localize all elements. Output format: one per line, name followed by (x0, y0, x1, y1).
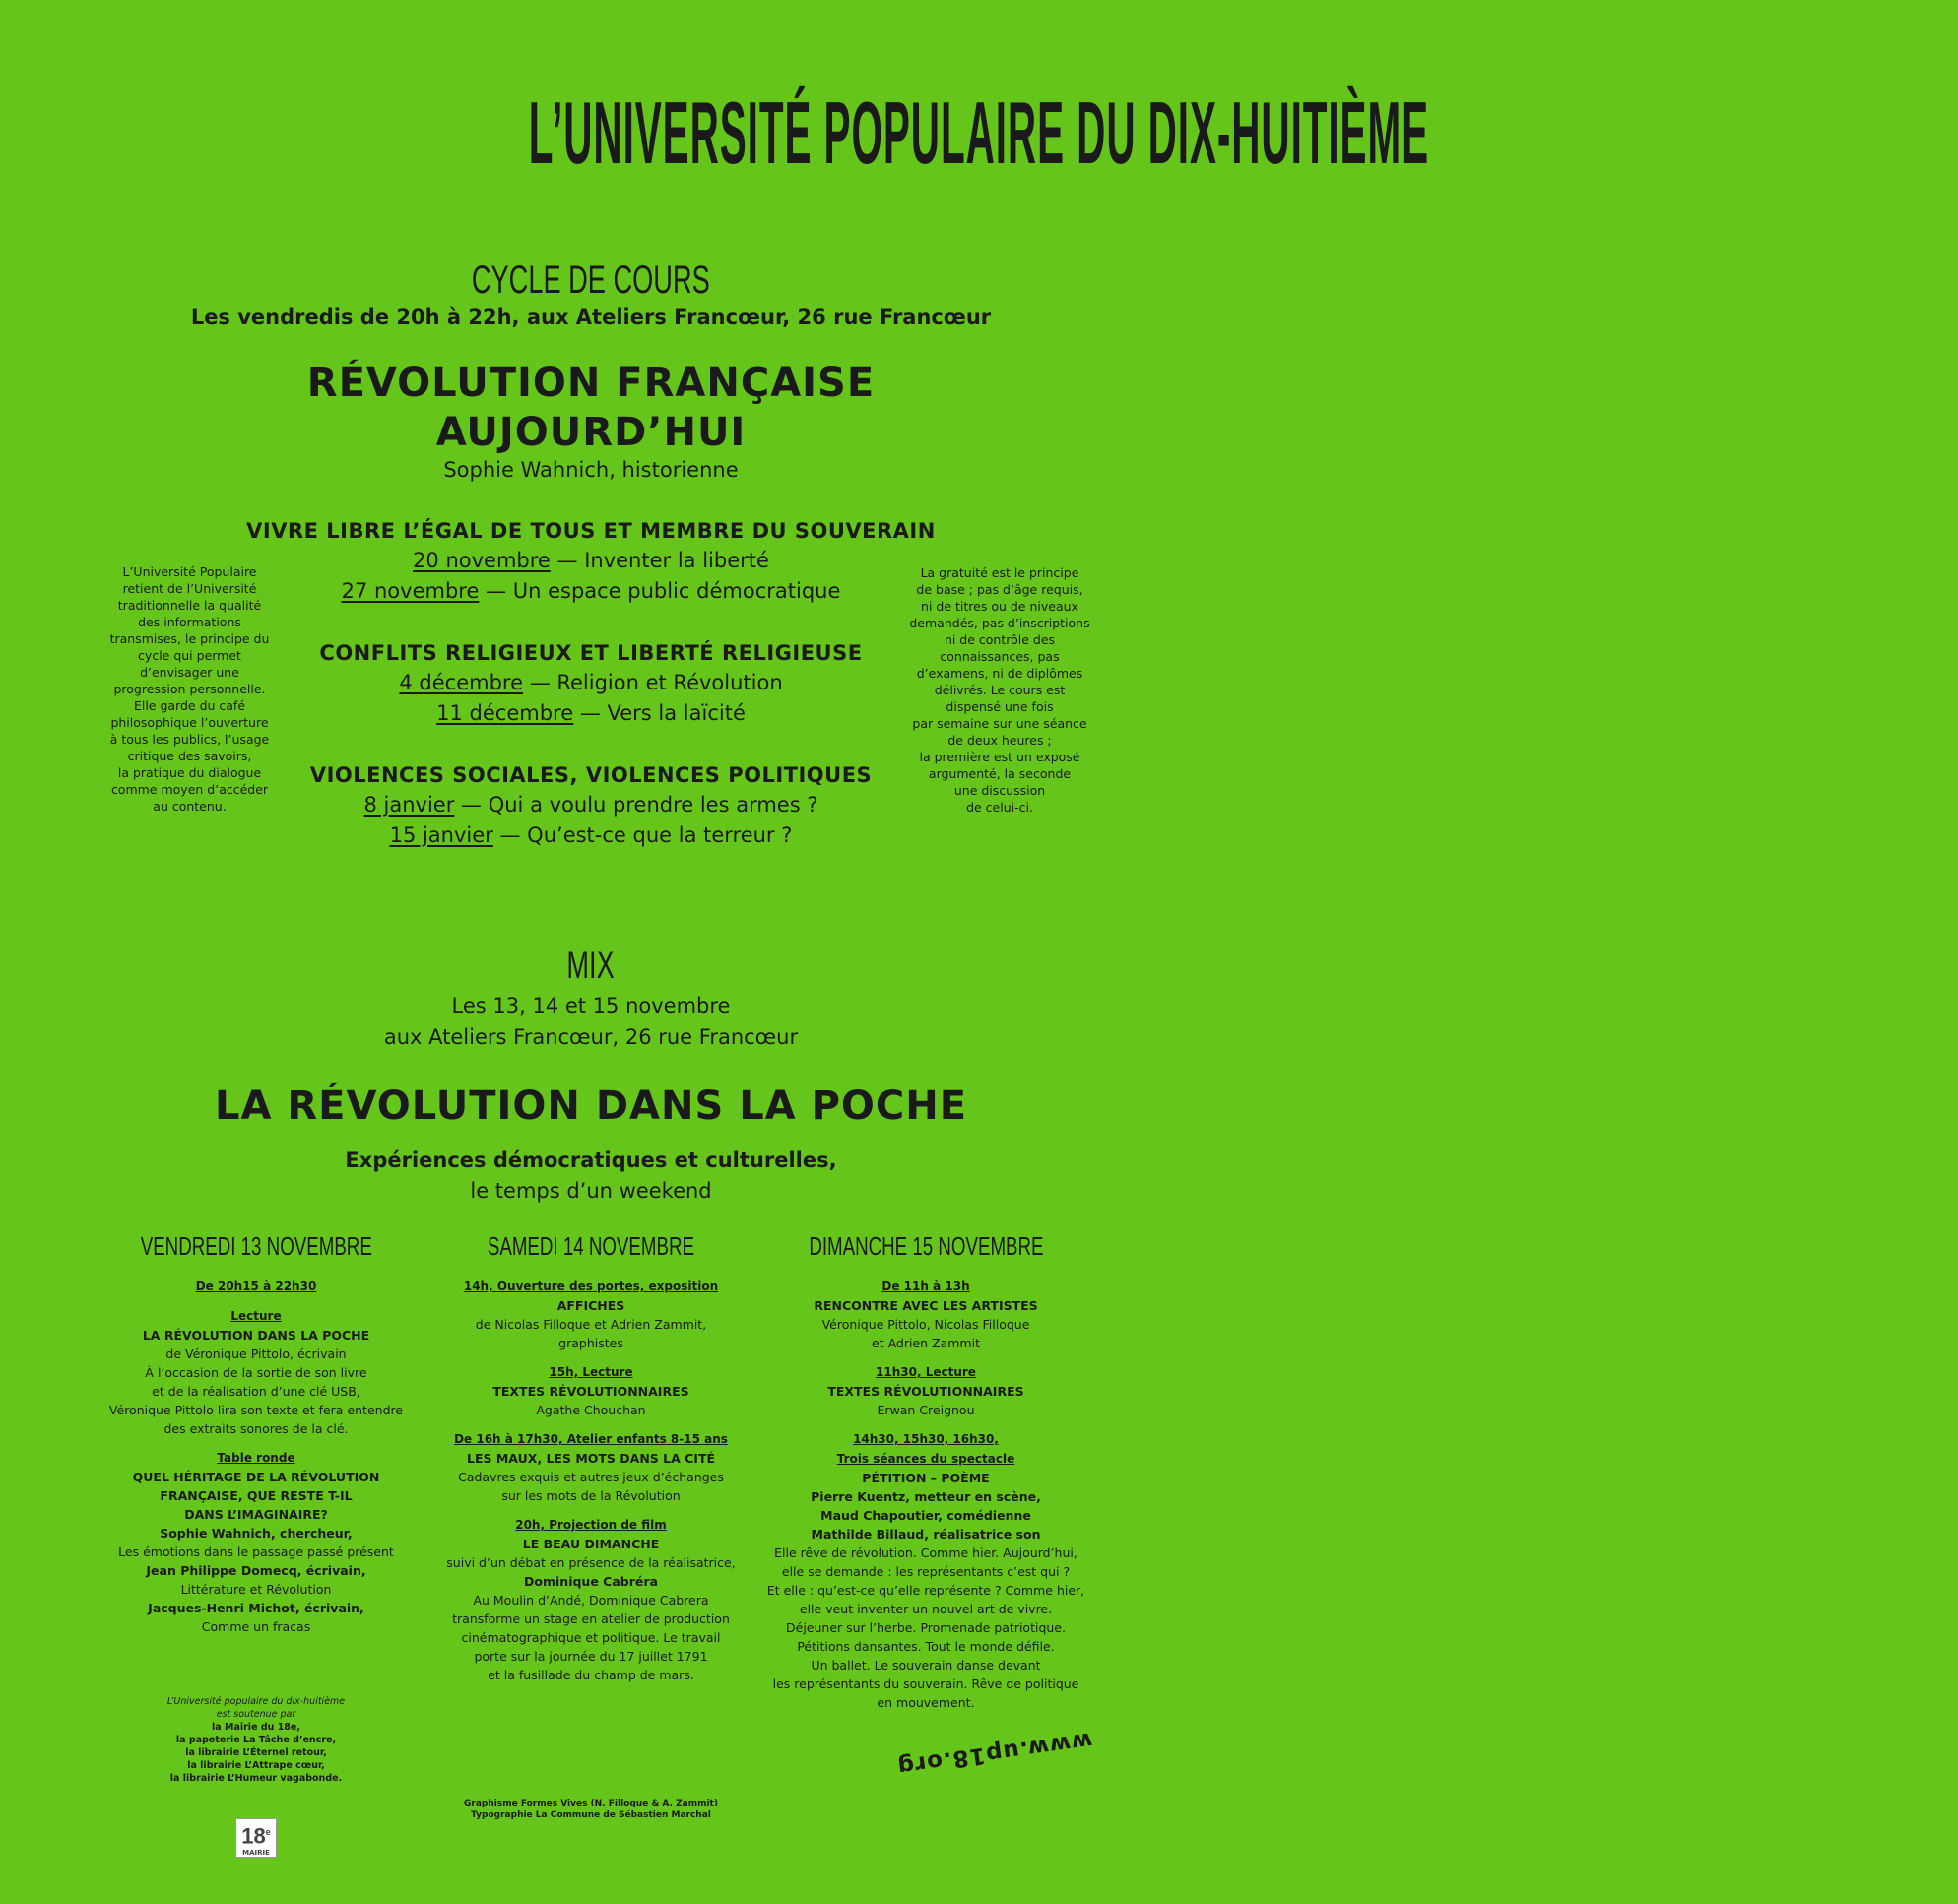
event-time-line (94, 1306, 419, 1326)
event-text: graphistes (558, 1336, 623, 1350)
day-heading: DIMANCHE 15 NOVEMBRE (809, 1231, 1044, 1261)
event-text: Elle rêve de révolution. Comme hier. Aujourd’hui, (774, 1545, 1077, 1560)
section-3 (227, 760, 955, 851)
mairie-logo: 18e MAIRIE (235, 1818, 277, 1858)
spacer (763, 1419, 1088, 1429)
event-text: porte sur la journée du 17 juillet 1791 (474, 1649, 708, 1664)
event-time-line (763, 1429, 1088, 1449)
event-time: Table ronde (217, 1451, 295, 1465)
mix-place: aux Ateliers Francœur, 26 rue Francœur (383, 1025, 799, 1049)
session-row (227, 821, 955, 851)
sponsor-item: la librairie L’Éternel retour, (185, 1747, 327, 1758)
spacer (763, 1352, 1088, 1362)
cycle-title-line1: RÉVOLUTION FRANÇAISE (306, 361, 876, 406)
event-title: FRANÇAISE, QUE RESTE T-IL (160, 1488, 353, 1503)
mix-dates: Les 13, 14 et 15 novembre (451, 994, 731, 1018)
cycle-sections (227, 516, 955, 851)
mix-subtitle-line1: Expériences démocratiques et culturelles, (345, 1149, 837, 1172)
section-2 (227, 638, 955, 729)
event-time: De 11h à 13h (881, 1280, 970, 1293)
event-text: Les émotions dans le passage passé présent (118, 1544, 394, 1559)
section-1 (227, 516, 955, 607)
session-topic: — Qui a voulu prendre les armes ? (461, 793, 818, 817)
session-date: 15 janvier (389, 823, 493, 847)
cycle-title-line2: AUJOURD’HUI (435, 410, 747, 455)
session-row (227, 698, 955, 729)
event-text: Cadavres exquis et autres jeux d’échanges (458, 1470, 724, 1484)
spacer (94, 1438, 419, 1448)
session-row (227, 668, 955, 698)
event-time-line (763, 1449, 1088, 1469)
day-column-saturday (424, 1231, 758, 1684)
event-text: Sophie Wahnich, chercheur, (160, 1526, 353, 1541)
event-text: À l’occasion de la sortie de son livre (145, 1365, 367, 1380)
event-text: en mouvement. (877, 1695, 975, 1710)
event-time: 14h30, 15h30, 16h30, (853, 1432, 999, 1446)
event-title: LES MAUX, LES MOTS DANS LA CITÉ (466, 1451, 716, 1466)
session-date: 4 décembre (399, 671, 523, 694)
session-topic: — Inventer la liberté (556, 549, 769, 572)
event-text: Au Moulin d’Andé, Dominique Cabrera (473, 1593, 709, 1608)
day-program (424, 1277, 758, 1684)
event-time: Trois séances du spectacle (836, 1452, 1015, 1466)
sponsors-block (128, 1695, 384, 1785)
session-date: 11 décembre (436, 701, 574, 725)
event-text: de Nicolas Filloque et Adrien Zammit, (475, 1317, 707, 1332)
event-text: Et elle : qu’est-ce qu’elle représente ? Comme hier, (766, 1583, 1085, 1598)
mix-title: LA RÉVOLUTION DANS LA POCHE (214, 1083, 968, 1129)
event-time: Lecture (230, 1309, 282, 1323)
sponsor-item: la librairie L’Humeur vagabonde. (169, 1773, 343, 1784)
section-heading: VIOLENCES SOCIALES, VIOLENCES POLITIQUES (309, 763, 873, 787)
event-time-line (424, 1429, 758, 1449)
event-text: cinématographique et politique. Le travail (461, 1630, 721, 1645)
event-time-line (424, 1277, 758, 1296)
event-text: des extraits sonores de la clé. (163, 1421, 349, 1436)
event-time-line (94, 1448, 419, 1468)
side-text-left: L’Université Populaire retient de l’Université traditionnelle la qualité des informations transmises, le principe du cycle qui permet d’envisager une progression personnelle. Elle garde du café philosophique l’ouverture à tous les publics, l’usage critique des savoirs, la pratique du dialogue comme moyen d’accéder au contenu. (109, 564, 270, 814)
event-time-line (94, 1277, 419, 1296)
event-text: Comme un fracas (201, 1619, 311, 1634)
event-text: et de la réalisation d’une clé USB, (152, 1384, 360, 1399)
event-text: Pétitions dansantes. Tout le monde défile. (797, 1639, 1055, 1654)
sponsor-item: la librairie L’Attrape cœur, (187, 1760, 325, 1771)
event-time: 15h, Lecture (549, 1365, 633, 1379)
spacer (424, 1352, 758, 1362)
event-title: AFFICHES (556, 1298, 625, 1313)
event-text: Dominique Cabréra (524, 1574, 658, 1589)
day-heading: VENDREDI 13 NOVEMBRE (140, 1231, 372, 1261)
event-text: Littérature et Révolution (180, 1582, 332, 1597)
section-heading: CONFLITS RELIGIEUX ET LIBERTÉ RELIGIEUSE (319, 641, 863, 665)
event-time-line (424, 1515, 758, 1535)
event-text: Déjeuner sur l’herbe. Promenade patriotique. (786, 1620, 1066, 1635)
event-time: 11h30, Lecture (876, 1365, 976, 1379)
day-program (94, 1277, 419, 1636)
section-heading: VIVRE LIBRE L’ÉGAL DE TOUS ET MEMBRE DU SOUVERAIN (246, 519, 936, 543)
session-date: 20 novembre (413, 549, 551, 572)
event-title: LE BEAU DIMANCHE (522, 1537, 660, 1551)
session-topic: — Vers la laïcité (579, 701, 746, 725)
event-title: RENCONTRE AVEC LES ARTISTES (814, 1298, 1038, 1313)
mix-heading: MIX (566, 944, 616, 987)
sponsors-intro: est soutenue par (216, 1709, 296, 1720)
session-date: 8 janvier (363, 793, 455, 817)
event-title: TEXTES RÉVOLUTIONNAIRES (492, 1384, 689, 1399)
session-row (227, 546, 955, 576)
event-time: De 16h à 17h30, Atelier enfants 8-15 ans (454, 1432, 728, 1446)
event-text: elle se demande : les représentants c’est qui ? (781, 1564, 1071, 1579)
event-text: Agathe Chouchan (536, 1403, 646, 1417)
cycle-speaker: Sophie Wahnich, historienne (443, 458, 739, 482)
session-topic: — Un espace public démocratique (486, 579, 841, 603)
event-time: 14h, Ouverture des portes, exposition (463, 1280, 719, 1293)
sponsor-item: la Mairie du 18e, (212, 1722, 300, 1733)
spacer (424, 1505, 758, 1515)
event-title: QUEL HÉRITAGE DE LA RÉVOLUTION (132, 1470, 380, 1484)
event-text: elle veut inventer un nouvel art de vivre. (799, 1602, 1053, 1616)
event-text: transforme un stage en atelier de production (452, 1611, 730, 1626)
event-text: et Adrien Zammit (872, 1336, 980, 1350)
day-program (763, 1277, 1088, 1712)
event-time-line (424, 1362, 758, 1382)
mix-subtitle-line2: le temps d’un weekend (470, 1179, 712, 1203)
event-text: les représentants du souverain. Rêve de politique (772, 1676, 1079, 1691)
event-time-line (763, 1362, 1088, 1382)
event-time-line (763, 1277, 1088, 1296)
cycle-schedule: Les vendredis de 20h à 22h, aux Ateliers Francœur, 26 rue Francœur (190, 305, 992, 329)
website-url[interactable]: www.up18.org (894, 1727, 1094, 1780)
side-text-right: La gratuité est le principe de base ; pas d’âge requis, ni de titres ou de niveaux demandés, pas d’inscriptions ni de contrôle des connaissances, pas d’examens, ni de diplômes délivrés. Le cours est dispensé une fois par semaine sur une séance de deux heures ; la première est un exposé argumenté, la seconde une discussion de celui-ci. (909, 565, 1090, 815)
event-title: PÉTITION – POÈME (862, 1471, 990, 1485)
event-text: Jean Philippe Domecq, écrivain, (146, 1563, 366, 1578)
event-time: De 20h15 à 22h30 (195, 1280, 317, 1293)
event-text: Véronique Pittolo, Nicolas Filloque (821, 1317, 1030, 1332)
event-title: DANS L’IMAGINAIRE? (184, 1507, 328, 1522)
session-row (227, 790, 955, 821)
session-date: 27 novembre (341, 579, 480, 603)
day-column-friday (94, 1231, 419, 1636)
spacer (94, 1296, 419, 1306)
event-time: 20h, Projection de film (515, 1518, 667, 1532)
session-topic: — Religion et Révolution (529, 671, 783, 694)
event-text: Jacques-Henri Michot, écrivain, (148, 1601, 364, 1615)
event-text: Maud Chapoutier, comédienne (820, 1508, 1031, 1523)
event-text: Pierre Kuentz, metteur en scène, (811, 1489, 1041, 1504)
page-title: L’UNIVERSITÉ POPULAIRE DU DIX-HUITIÈME (528, 84, 1430, 181)
session-topic: — Qu’est-ce que la terreur ? (499, 823, 793, 847)
event-text: Erwan Creignou (877, 1403, 975, 1417)
event-text: Véronique Pittolo lira son texte et fera entendre (108, 1403, 404, 1417)
day-column-sunday (763, 1231, 1088, 1712)
event-text: Un ballet. Le souverain danse devant (811, 1658, 1041, 1673)
event-text: suivi d’un débat en présence de la réalisatrice, (446, 1555, 736, 1570)
spacer (424, 1419, 758, 1429)
event-title: LA RÉVOLUTION DANS LA POCHE (142, 1328, 370, 1343)
event-text: Mathilde Billaud, réalisatrice son (811, 1527, 1041, 1542)
credits: Graphisme Formes Vives (N. Filloque & A. Zammit) Typographie La Commune de Sébastien Marchal (464, 1799, 718, 1820)
session-row (227, 576, 955, 607)
sponsors-intro: L’Université populaire du dix-huitième (166, 1696, 346, 1707)
sponsor-item: la papeterie La Tâche d’encre, (175, 1735, 337, 1745)
event-title: TEXTES RÉVOLUTIONNAIRES (827, 1384, 1024, 1399)
day-heading: SAMEDI 14 NOVEMBRE (487, 1231, 695, 1261)
cycle-heading: CYCLE DE COURS (472, 258, 710, 301)
event-text: de Véronique Pittolo, écrivain (165, 1346, 347, 1361)
website-url-container (894, 1727, 1094, 1780)
event-text: sur les mots de la Révolution (501, 1488, 681, 1503)
event-text: et la fusillade du champ de mars. (488, 1668, 694, 1682)
